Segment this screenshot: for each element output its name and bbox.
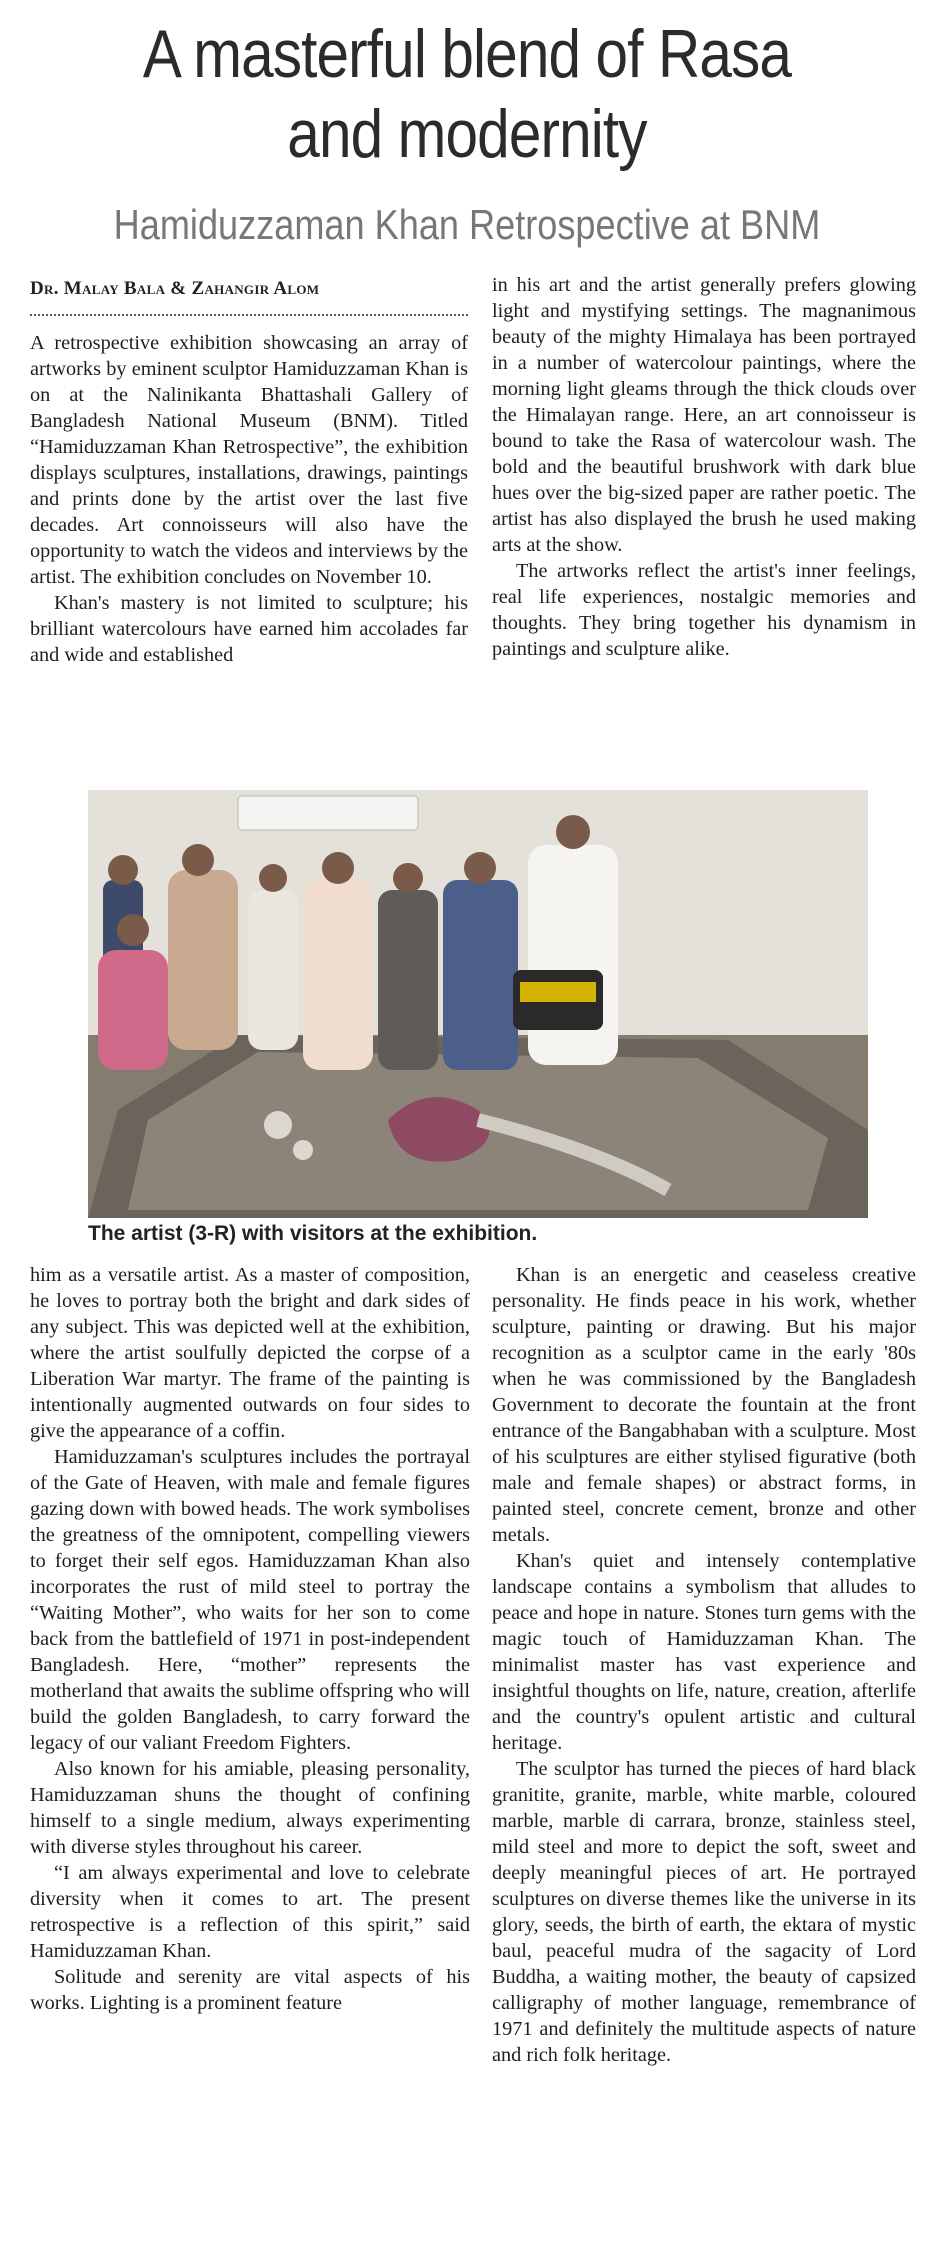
paragraph: Solitude and serenity are vital aspects of his works. Lighting is a prominent feature	[30, 1966, 470, 2014]
paragraph: Also known for his amiable, pleasing personality, Hamiduzzaman shuns the thought of confining himself to a single medium, always experimenting with diverse styles throughout his career.	[30, 1758, 470, 1858]
column-3	[30, 1262, 470, 2016]
column-2	[492, 272, 916, 662]
paragraph: Khan's quiet and intensely contemplative landscape contains a symbolism that alludes to peace and hope in nature. Stones turn gems with the magic touch of Hamiduzzaman Khan. The minimalist master has vast experience and insightful thoughts on life, nature, creation, afterlife and the country's opulent artistic and cultural heritage.	[492, 1550, 916, 1754]
paragraph: Khan's mastery is not limited to sculpture; his brilliant watercolours have earned him accolades far and wide and established	[30, 592, 468, 666]
exhibition-photo	[88, 790, 868, 1218]
photo-caption: The artist (3-R) with visitors at the exhibition.	[88, 1222, 538, 1245]
exhibition-photo-illustration	[88, 790, 868, 1218]
article-headline	[65, 14, 868, 174]
headline-line-1: A masterful blend of Rasa	[142, 16, 792, 92]
article-subheadline: Hamiduzzaman Khan Retrospective at BNM	[113, 201, 821, 248]
byline-divider	[30, 314, 468, 316]
paragraph: The sculptor has turned the pieces of hard black granitite, granite, marble, white marble, coloured marble, marble di carrara, bronze, stainless steel, mild steel and more to depict the soft, sweet and deeply meaningful pieces of art. He portrayed sculptures on diverse themes like the universe in its glory, seeds, the birth of earth, the ektara of mystic baul, peaceful mudra of the sagacity of Lord Buddha, a waiting mother, the beauty of capsized calligraphy of mother language, remembrance of 1971 and definitely the multitude aspects of nature and rich folk heritage.	[492, 1758, 916, 2066]
headline-line-2: and modernity	[287, 96, 647, 172]
byline: Dr. Malay Bala & Zahangir Alom	[30, 278, 320, 299]
paragraph: A retrospective exhibition showcasing an array of artworks by eminent sculptor Hamiduzzaman Khan is on at the Nalinikanta Bhattashali Gallery of Bangladesh National Museum (BNM). Titled “Hamiduzzaman Khan Retrospective”, the exhibition displays sculptures, installations, drawings, paintings and prints done by the artist over the last five decades. Art connoisseurs will also have the opportunity to watch the videos and interviews by the artist. The exhibition concludes on November 10.	[30, 332, 468, 588]
column-4	[492, 1262, 916, 2068]
paragraph: The artworks reflect the artist's inner feelings, real life experiences, nostalgic memories and thoughts. They bring together his dynamism in paintings and sculpture alike.	[492, 560, 916, 660]
paragraph: him as a versatile artist. As a master of composition, he loves to portray both the bright and dark sides of any subject. This was depicted well at the exhibition, where the artist soulfully depicted the corpse of a Liberation War martyr. The frame of the painting is intentionally augmented outwards on four sides to give the appearance of a coffin.	[30, 1264, 470, 1442]
paragraph: Hamiduzzaman's sculptures includes the portrayal of the Gate of Heaven, with male and female figures gazing down with bowed heads. The work symbolises the greatness of the omnipotent, compelling viewers to forget their self egos. Hamiduzzaman Khan also incorporates the rust of mild steel to portray the “Waiting Mother”, who waits for her son to come back from the battlefield of 1971 in post-independent Bangladesh. Here, “mother” represents the motherland that awaits the sublime offspring who will build the golden Bangladesh, to carry forward the legacy of our valiant Freedom Fighters.	[30, 1446, 470, 1754]
paragraph: Khan is an energetic and ceaseless creative personality. He finds peace in his work, whether sculpture, painting or drawing. But his major recognition as a sculptor came in the early '80s when he was commissioned by the Bangladesh Government to decorate the fountain at the front entrance of the Bangabhaban with a sculpture. Most of his sculptures are either stylised figurative (both male and female shapes) or abstract forms, in painted steel, concrete cement, bronze and other metals.	[492, 1264, 916, 1546]
column-1	[30, 330, 468, 668]
paragraph: in his art and the artist generally prefers glowing light and mystifying settings. The magnanimous beauty of the mighty Himalaya has been portrayed in a number of watercolour paintings, where the morning light gleams through the thick clouds over the Himalayan range. Here, an art connoisseur is bound to take the Rasa of watercolour wash. The bold and the beautiful brushwork with dark blue hues over the big-sized paper are rather poetic. The artist has also displayed the brush he used making arts at the show.	[492, 274, 916, 556]
paragraph: “I am always experimental and love to celebrate diversity when it comes to art. The present retrospective is a reflection of this spirit,” said Hamiduzzaman Khan.	[30, 1862, 470, 1962]
